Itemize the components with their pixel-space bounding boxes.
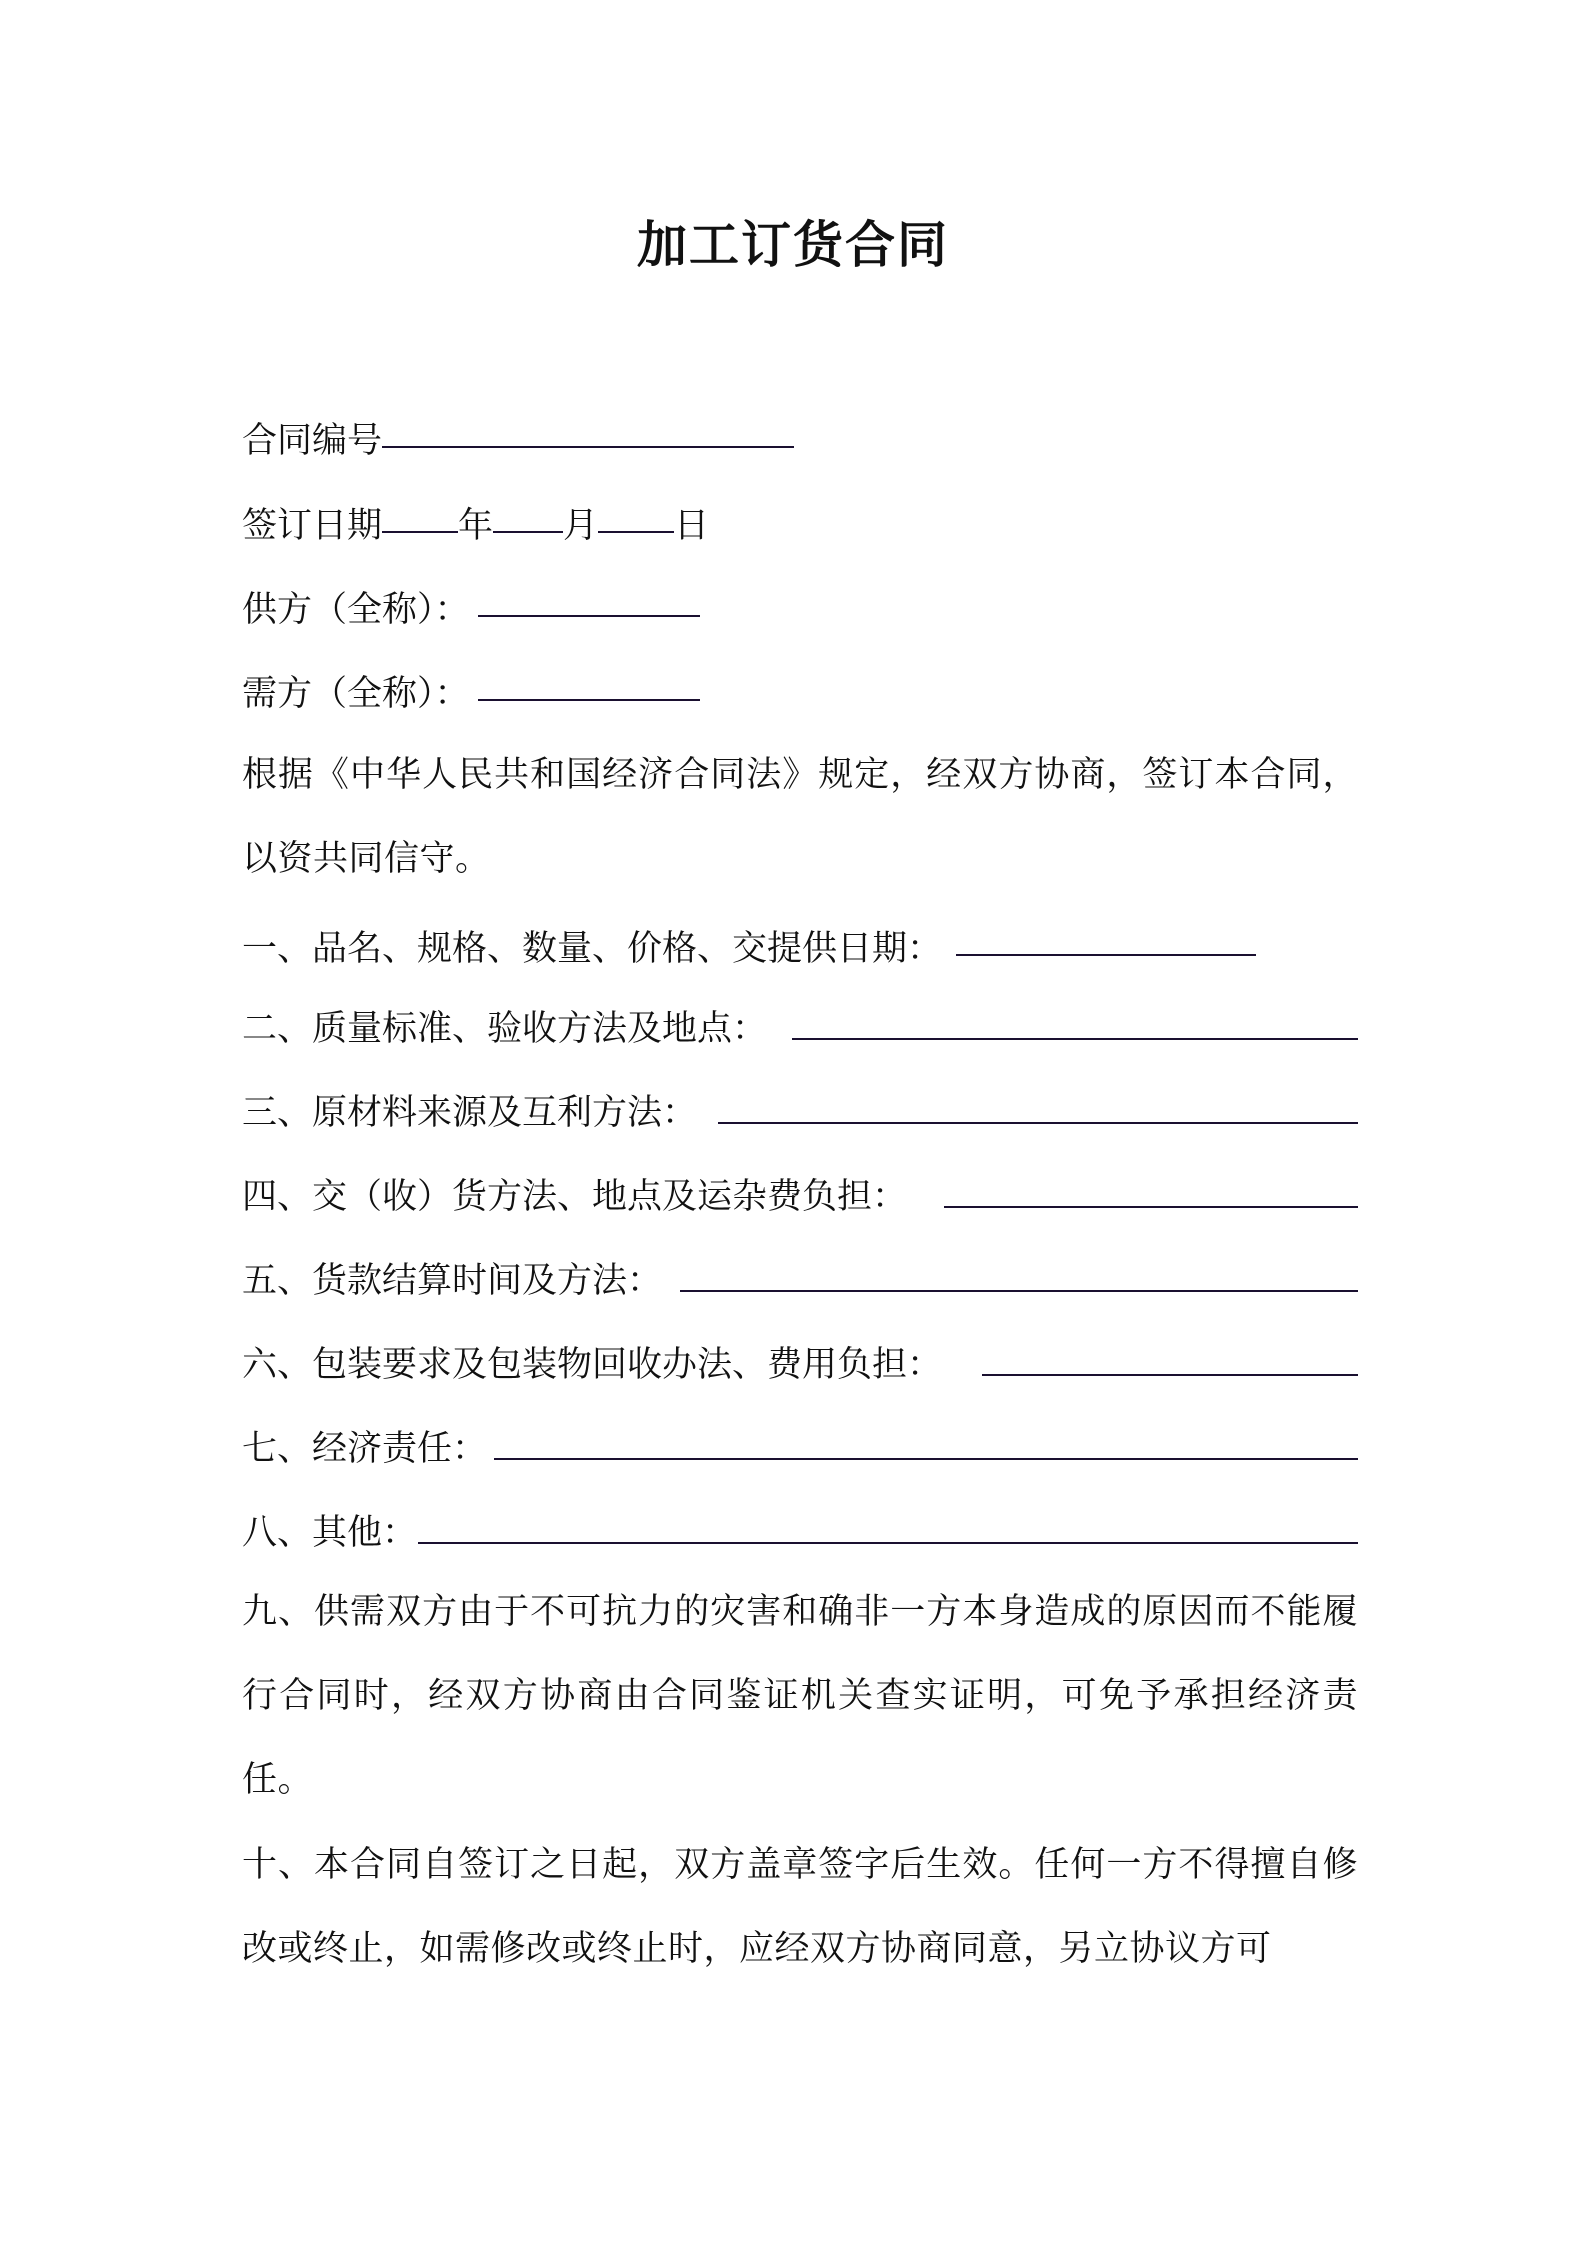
buyer-line [242, 665, 700, 715]
clause-5-label: 五、货款结算时间及方法： [242, 1261, 663, 1301]
day-blank [598, 497, 674, 533]
clause-2 [242, 1004, 1358, 1054]
clause-2-blank [792, 1004, 1358, 1040]
clause-6-label: 六、包装要求及包装物回收办法、费用负担： [242, 1345, 943, 1385]
clause-8-label: 八、其他： [242, 1513, 418, 1553]
clause-7-label: 七、经济责任： [242, 1429, 488, 1469]
month-label: 月 [563, 506, 599, 546]
supplier-line [242, 581, 700, 631]
clause-3-blank [718, 1088, 1358, 1124]
document-title: 加工订货合同 [637, 216, 949, 274]
intro-paragraph: 根据《中华人民共和国经济合同法》规定，经双方协商，签订本合同，以资共同信守。 [242, 755, 1358, 879]
clause-10-paragraph: 十、本合同自签订之日起，双方盖章签字后生效。任何一方不得擅自修改或终止，如需修改或终止时，应经双方协商同意，另立协议方可 [242, 1845, 1358, 1969]
clause-3-label: 三、原材料来源及互利方法： [242, 1093, 698, 1133]
year-blank [382, 497, 458, 533]
contract-number-blank [382, 412, 794, 448]
clause-4-blank [944, 1172, 1358, 1208]
supplier-label: 供方（全称）： [242, 590, 470, 630]
contract-number-line [242, 412, 794, 462]
clause-7-blank [494, 1424, 1358, 1460]
supplier-blank [478, 581, 700, 617]
sign-date-label: 签订日期 [242, 506, 383, 546]
buyer-label: 需方（全称）： [242, 674, 470, 714]
clause-4 [242, 1172, 1358, 1222]
clause-9-paragraph: 九、供需双方由于不可抗力的灾害和确非一方本身造成的原因而不能履行合同时，经双方协商由合同鉴证机关查实证明，可免予承担经济责任。 [242, 1592, 1358, 1800]
clause-2-label: 二、质量标准、验收方法及地点： [242, 1009, 768, 1049]
clause-1-blank [956, 920, 1256, 956]
day-label: 日 [674, 506, 710, 546]
contract-number-label: 合同编号 [242, 421, 383, 461]
clause-4-label: 四、交（收）货方法、地点及运杂费负担： [242, 1177, 908, 1217]
clause-1 [242, 920, 1256, 970]
clause-3 [242, 1088, 1358, 1138]
clause-8 [242, 1508, 1358, 1558]
year-label: 年 [458, 506, 494, 546]
clause-5-blank [680, 1256, 1358, 1292]
buyer-blank [478, 665, 700, 701]
sign-date-line [242, 497, 709, 547]
month-blank [493, 497, 563, 533]
clause-6-blank [982, 1340, 1358, 1376]
clause-6 [242, 1340, 1358, 1390]
clause-1-label: 一、品名、规格、数量、价格、交提供日期： [242, 929, 943, 969]
clause-7 [242, 1424, 1358, 1474]
clause-8-blank [418, 1508, 1358, 1544]
clause-5 [242, 1256, 1358, 1306]
